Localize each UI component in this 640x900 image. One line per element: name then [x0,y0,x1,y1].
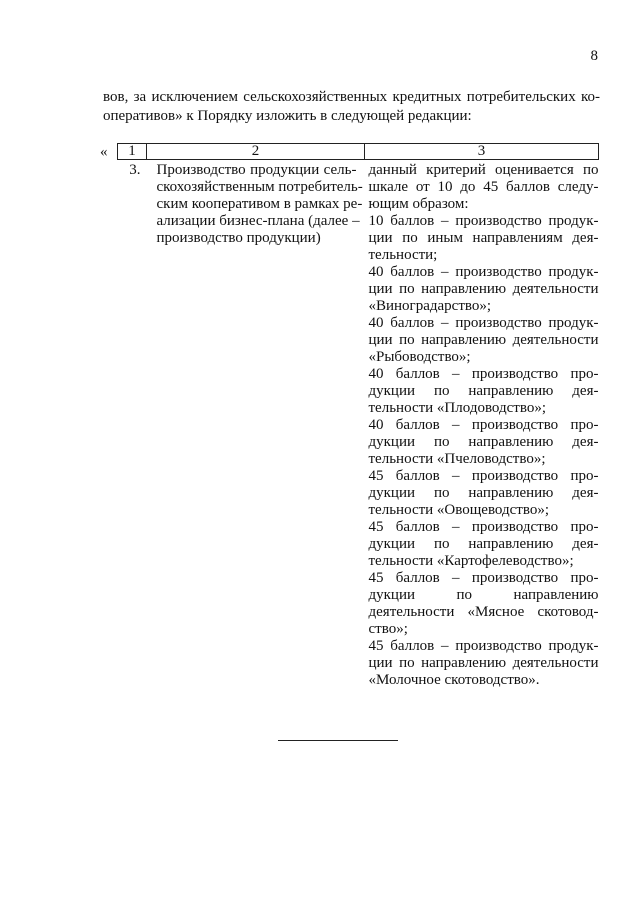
score-line: дукции по направлению дея- [368,485,599,501]
score-line: ции по направлению деятельности [368,332,599,348]
page-number: 8 [590,48,598,64]
score-line: 40 баллов – производство продук- [368,264,599,280]
score-line: дукции по направлению дея- [368,434,599,450]
score-line: тельности «Овощеводство»; [368,502,549,518]
intro-line: вов, за исключением сельскохозяйственных кредитных потребительских ко- [103,89,600,105]
score-line: 45 баллов – производство про- [368,519,599,535]
score-paragraph [369,315,599,366]
column-header: 1 [118,144,147,160]
opening-quote: « [100,144,108,160]
row-number: 3. [129,162,141,178]
score-line: 40 баллов – производство продук- [368,315,599,331]
score-line: дукции по направлению дея- [368,536,599,552]
score-paragraph [369,162,599,213]
end-divider-line [278,740,398,741]
score-line: 45 баллов – производство про- [368,468,599,484]
criteria-table [117,143,599,689]
score-line: тельности; [368,247,438,263]
score-line: ции по иным направлениям дея- [368,230,599,246]
score-line: «Рыбоводство»; [368,349,471,365]
column-header: 3 [365,144,599,160]
score-line: данный критерий оценивается по [368,162,599,178]
criterion-line: Производство продукции сель- [156,162,357,178]
score-paragraph [369,468,599,519]
score-line: ции по направлению деятельности [368,655,599,671]
score-paragraph [369,417,599,468]
score-line: ющим образом: [368,196,469,212]
score-line: ство»; [368,621,408,637]
score-paragraph [369,570,599,638]
score-paragraph [369,638,599,689]
intro-paragraph [103,88,600,126]
score-line: 40 баллов – производство про- [368,417,599,433]
score-paragraph [369,264,599,315]
criterion-line: ализации бизнес-плана (далее – [156,213,360,229]
score-line: ции по направлению деятельности [368,281,599,297]
score-line: дукции по направлению [368,587,599,603]
score-cell [365,160,599,690]
intro-line: оперативов» к Порядку изложить в следующей редакции: [103,108,472,124]
score-line: тельности «Картофелеводство»; [368,553,574,569]
criterion-line: производство продукции) [156,230,321,246]
criterion-line: скохозяйственным потребитель- [156,179,363,195]
score-line: дукции по направлению дея- [368,383,599,399]
score-line: «Молочное скотоводство». [368,672,540,688]
score-line: тельности «Плодоводство»; [368,400,546,416]
table-row [118,160,599,690]
score-line: «Виноградарство»; [368,298,492,314]
criterion-cell [147,160,365,690]
score-paragraph [369,213,599,264]
score-line: 45 баллов – производство про- [368,570,599,586]
score-line: 40 баллов – производство про- [368,366,599,382]
score-line: 10 баллов – производство продук- [368,213,599,229]
score-line: тельности «Пчеловодство»; [368,451,546,467]
score-paragraph [369,366,599,417]
table-header-row [118,144,599,160]
score-line: шкале от 10 до 45 баллов следу- [368,179,599,195]
score-line: деятельности «Мясное скотовод- [368,604,599,620]
criterion-line: ским кооперативом в рамках ре- [156,196,363,212]
score-line: 45 баллов – производство продук- [368,638,599,654]
score-paragraph [369,519,599,570]
column-header: 2 [147,144,365,160]
